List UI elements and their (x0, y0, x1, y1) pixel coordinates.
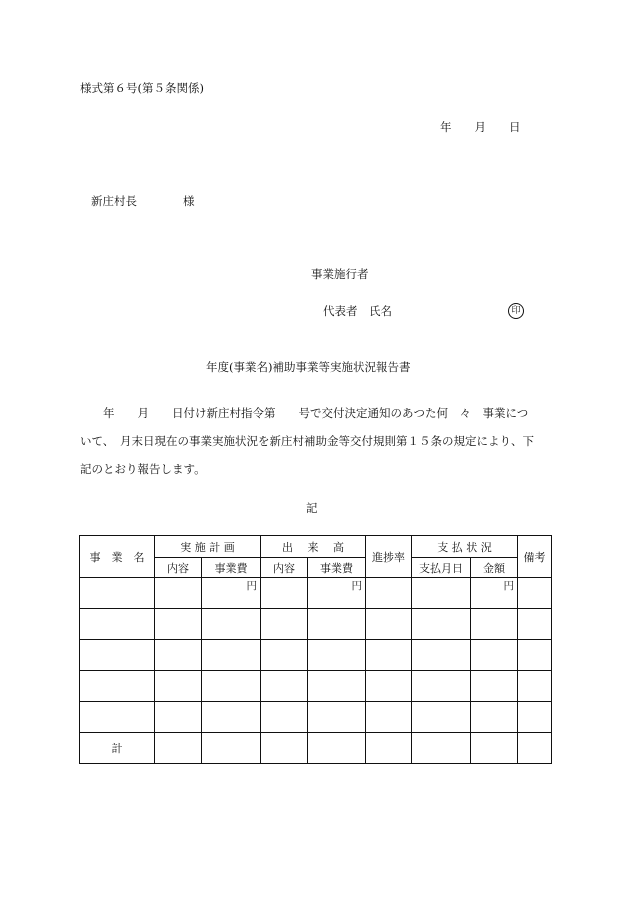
applicant-org-label: 事業施行者 (311, 267, 369, 281)
total-row (80, 733, 552, 764)
body-line-3: 記のとおり報告します。 (80, 462, 206, 476)
header-progress: 進捗率 (366, 536, 412, 578)
table-row (80, 640, 552, 671)
header-project-name: 事 業 名 (80, 536, 155, 578)
header-output-content: 内容 (261, 558, 308, 578)
date-line: 年 月 日 (440, 120, 521, 134)
body-text (80, 399, 550, 483)
yen-unit: 円 (202, 578, 261, 609)
yen-unit: 円 (471, 578, 518, 609)
yen-unit: 円 (308, 578, 366, 609)
header-pay-amount: 金額 (471, 558, 518, 578)
header-payment: 支 払 状 況 (412, 536, 518, 558)
header-remarks: 備考 (518, 536, 552, 578)
seal-icon: 印 (508, 303, 524, 319)
header-pay-date: 支払月日 (412, 558, 471, 578)
total-label: 計 (80, 733, 155, 764)
header-plan-content: 内容 (155, 558, 202, 578)
table-row (80, 609, 552, 640)
applicant-rep-label: 代表者 氏名 (323, 304, 392, 318)
report-table (79, 535, 552, 764)
table-row (80, 578, 552, 609)
table-row (80, 671, 552, 702)
header-output: 出 来 高 (261, 536, 366, 558)
body-line-1: 年 月 日付け新庄村指令第 号で交付決定通知のあつた何 々 事業につ (80, 406, 529, 420)
table-row (80, 702, 552, 733)
addressee: 新庄村長 様 (91, 194, 195, 208)
document-title: 年度(事業名)補助事業等実施状況報告書 (206, 360, 411, 374)
header-plan-cost: 事業費 (202, 558, 261, 578)
header-output-cost: 事業費 (308, 558, 366, 578)
form-number: 様式第６号(第５条関係) (80, 81, 204, 95)
body-line-2: いて、 月末日現在の事業実施状況を新庄村補助金等交付規則第１５条の規定により、下 (80, 434, 535, 448)
header-plan: 実 施 計 画 (155, 536, 261, 558)
ki-label: 記 (306, 501, 318, 515)
